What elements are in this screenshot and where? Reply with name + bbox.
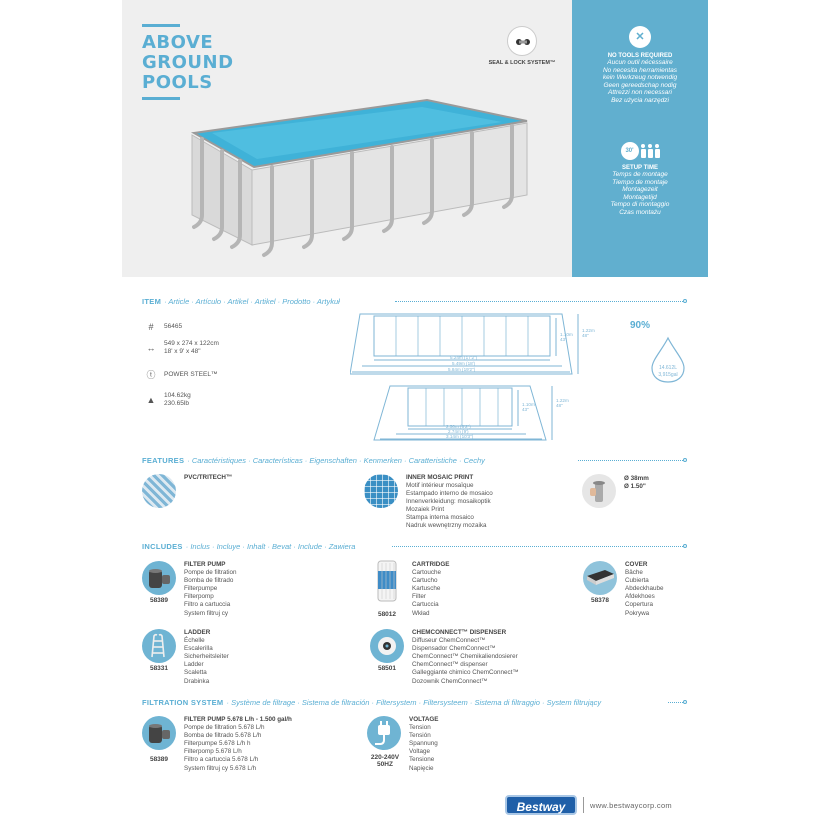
filtration-pump-code: 58389 (149, 756, 169, 763)
long-mid-label: 5.49m (18') (452, 361, 476, 366)
filtration-header-title: FILTRATION SYSTEM (142, 697, 224, 707)
seal-lock-badge (482, 26, 562, 66)
dispenser-line: Dozownik ChemConnect™ (412, 677, 488, 685)
title-rule-bottom (142, 97, 180, 100)
cover-title: COVER (625, 561, 648, 568)
includes-header-translations: · Inclus · Incluye · Inhalt · Bevat · Include · Zawiera (185, 541, 356, 551)
features-header-title: FEATURES (142, 455, 185, 465)
hose-diameter-metric: Ø 38mm (624, 475, 649, 482)
no-tools-line: Aucun outil nécessaire (607, 59, 673, 66)
filtration-pump-line: Filterpumpe 5.678 L/h h (184, 740, 251, 748)
item-size-row (144, 340, 219, 356)
item-size (164, 340, 219, 356)
feature-pvc (142, 474, 232, 508)
item-weight-row (144, 392, 191, 408)
ladder-line: Scaletta (184, 669, 207, 677)
setup-time-line: Czas montażu (619, 208, 661, 216)
hash-icon: # (148, 322, 154, 332)
voltage-line: Tensione (409, 756, 435, 764)
hose-connector-icon (582, 474, 616, 508)
filtration-pump-line: Pompe de filtration 5.678 L/h (184, 724, 265, 732)
dispenser-title: CHEMCONNECT™ DISPENSER (412, 629, 507, 636)
dispenser-line: ChemConnect™ dispenser (412, 661, 488, 669)
hero-image-area (122, 0, 572, 277)
person-icon (655, 144, 660, 158)
filtration-section-header (142, 697, 601, 707)
item-size-imperial: 18' x 9' x 48" (164, 348, 201, 355)
cartridge-line: Cartouche (412, 569, 442, 577)
mosaic-print-icon (364, 474, 398, 508)
filtration-pump-title: FILTER PUMP 5.678 L/h - 1.500 gal/h (184, 716, 292, 723)
feature-hose (582, 474, 649, 508)
filter-pump-line: Filterpumpe (184, 585, 218, 593)
item-code-row (144, 322, 182, 332)
filtration-header-translations: · Système de filtrage · Sistema de filtración · Filtersystem · Filtersysteem · Sistema di filtraggio · System filtrujący (226, 697, 602, 707)
mosaic-line: Mozaiek Print (406, 506, 445, 513)
cartridge-icon (370, 561, 404, 595)
features-header-rule (578, 460, 683, 461)
include-ladder (142, 629, 229, 685)
hero-banner (122, 0, 708, 277)
no-tools-line: No necesita herramientas (602, 66, 678, 74)
hero-title (142, 24, 234, 106)
dimension-drawing (350, 308, 610, 456)
cartridge-title: CARTRIDGE (412, 561, 450, 568)
filter-pump-line: Filtro a cartuccia (184, 601, 231, 609)
hero-feature-panel (572, 0, 708, 277)
person-icon (648, 144, 653, 158)
cartridge-line: Cartucho (412, 577, 438, 585)
item-weight (164, 392, 191, 408)
filtration-pump-line: Filterpomp 5.678 L/h (184, 748, 242, 756)
features-header-translations: · Caractéristiques · Características · Eigenschaften · Kenmerken · Caratteristiche · Cechy (187, 455, 485, 465)
ladder-title: LADDER (184, 629, 211, 636)
setup-time-icons (572, 142, 708, 160)
includes-header-title: INCLUDES (142, 541, 183, 551)
item-header-title: ITEM (142, 296, 162, 306)
include-cartridge (370, 561, 450, 618)
item-code: 56465 (164, 323, 183, 330)
title-line-2: GROUND (142, 52, 234, 73)
power-plug-icon (367, 716, 401, 750)
cover-line: Abdeckhaube (625, 585, 664, 593)
voltage-range: 220-240V (370, 754, 400, 761)
voltage-line: Napięcie (409, 764, 434, 772)
setup-time-line: Tiempo de montaje (612, 178, 668, 186)
item-weight-kg: 104.62kg (164, 392, 191, 399)
volume-gallons: 3,915gal (658, 372, 678, 378)
include-filter-pump (142, 561, 237, 617)
item-header-rule (395, 301, 683, 302)
include-cover (583, 561, 664, 617)
pvc-title: PVC/TRITECH™ (184, 474, 233, 481)
long-outer-label: 5.84m (19'2") (448, 367, 476, 372)
arrows-horizontal-icon: ↔ (146, 343, 156, 353)
voltage-line: Tension (409, 724, 431, 732)
long-inner-label: 5.24m (17'2") (450, 355, 478, 360)
ladder-line: Escalerilla (184, 645, 213, 653)
ladder-line: Ladder (184, 661, 204, 669)
short-height-inner-label: 1.10m 43" (522, 402, 535, 412)
includes-header-rule (392, 546, 683, 547)
filter-pump-line: Pompe de filtration (184, 569, 237, 577)
pvc-material-icon (142, 474, 176, 508)
trademark-circle-icon: ⓣ (146, 370, 156, 380)
short-mid-label: 2.74m (9') (448, 429, 469, 434)
mosaic-line: Innenverkleidung: mosaikoptik (406, 498, 491, 505)
volume-liters: 14.612L (658, 365, 678, 371)
title-line-1: ABOVE (142, 32, 214, 53)
footer-divider (583, 797, 584, 813)
no-tools-line: Attrezzi non necessari (608, 89, 672, 97)
cartridge-code: 58012 (377, 611, 397, 618)
features-section-header (142, 455, 485, 465)
dispenser-line: Galleggiante chimico ChemConnect™ (412, 669, 519, 677)
ladder-icon (142, 629, 176, 663)
item-section-header (142, 296, 340, 306)
setup-time-line: Tempo di montaggio (610, 201, 670, 209)
water-drop-icon (648, 336, 688, 384)
cover-line: Copertura (625, 601, 654, 609)
short-inner-label: 2.50m (8'2") (446, 424, 471, 429)
setup-time-title: SETUP TIME (622, 165, 658, 171)
filter-pump-line: Bomba de filtrado (184, 577, 234, 585)
dispenser-icon (370, 629, 404, 663)
filter-pump-code: 58389 (149, 597, 169, 604)
features-header-dot (683, 458, 687, 462)
short-outer-label: 3.14m (10'3") (446, 434, 474, 439)
filter-pump-spec-icon (142, 716, 176, 750)
mosaic-line: Stampa interna mosaico (406, 514, 474, 521)
dispenser-code: 58501 (377, 665, 397, 672)
filtration-voltage (365, 716, 439, 772)
no-tools-icon: ✕ (629, 26, 651, 48)
footer (505, 795, 672, 815)
dispenser-line: ChemConnect™ Chemikaliendosierer (412, 653, 518, 661)
feature-mosaic (364, 474, 493, 530)
bestway-logo: Bestway (505, 795, 577, 815)
filtration-header-dot (683, 700, 687, 704)
item-header-translations: · Article · Artículo · Artikel · Artikel · Prodotto · Artykuł (164, 296, 340, 306)
filtration-header-rule (668, 702, 683, 703)
voltage-title: VOLTAGE (409, 716, 439, 723)
filtration-pump-line: System filtruj cy 5.678 L/h (184, 764, 257, 772)
mosaic-line: Nadruk wewnętrzny mozaika (406, 522, 487, 529)
title-rule-top (142, 24, 180, 27)
filtration-pump (142, 716, 292, 772)
mosaic-title: INNER MOSAIC PRINT (406, 474, 474, 481)
item-frame-row (144, 368, 217, 381)
cover-line: Afdekhoes (625, 593, 655, 601)
title-line-3: POOLS (142, 72, 213, 93)
cartridge-line: Cartuccia (412, 601, 439, 609)
no-tools-line: Geen gereedschap nodig (603, 81, 677, 89)
ladder-line: Sicherheitsleiter (184, 653, 229, 661)
hose-diameter-imperial: Ø 1.50" (624, 483, 646, 490)
ladder-line: Échelle (184, 637, 205, 645)
cartridge-line: Filter (412, 593, 426, 601)
short-height-outer-label: 1.22m 48" (556, 398, 569, 408)
no-tools-line: Bez użycia narzędzi (611, 96, 669, 104)
weight-icon: ▲ (146, 395, 156, 405)
ladder-line: Drabinka (184, 677, 210, 685)
cartridge-line: Kartusche (412, 585, 441, 593)
filtration-pump-line: Bomba de filtrado 5.678 L/h (184, 732, 262, 740)
voltage-line: Tensión (409, 732, 431, 740)
includes-header-dot (683, 544, 687, 548)
long-height-outer-label: 1.22m 48" (582, 328, 595, 338)
item-size-metric: 549 x 274 x 122cm (164, 340, 219, 347)
cover-line: Cubierta (625, 577, 649, 585)
item-frame: POWER STEEL™ (164, 370, 218, 378)
dispenser-line: Dispensador ChemConnect™ (412, 645, 496, 653)
no-tools-line: kein Werkzeug notwendig (602, 74, 678, 82)
fill-percentage: 90% (630, 320, 651, 331)
cover-line: Pokrywa (625, 609, 650, 617)
voltage-line: Spannung (409, 740, 438, 748)
voltage-line: Voltage (409, 748, 431, 756)
cover-code: 58378 (590, 597, 610, 604)
filter-pump-icon (142, 561, 176, 595)
includes-section-header (142, 541, 355, 551)
person-icon (641, 144, 646, 158)
filter-pump-line: Filterpomp (184, 593, 214, 601)
filtration-pump-line: Filtro a cartuccia 5.678 L/h (184, 756, 259, 764)
no-tools-title: NO TOOLS REQUIRED (607, 53, 673, 59)
clock-icon: 30' (621, 142, 639, 160)
ladder-code: 58331 (149, 665, 169, 672)
cover-line: Bâche (625, 569, 643, 577)
pool-cover-icon (583, 561, 617, 595)
setup-time-feature (572, 142, 708, 217)
mosaic-line: Estampado interno de mosaico (406, 490, 493, 497)
seal-lock-label: SEAL & LOCK SYSTEM™ (488, 60, 556, 66)
long-height-inner-label: 1.10m 43" (560, 332, 573, 342)
setup-time-line: Montagetijd (623, 193, 657, 201)
item-weight-lb: 230.65lb (164, 400, 189, 407)
no-tools-feature (572, 26, 708, 105)
filter-pump-line: System filtruj cy (184, 609, 229, 617)
dispenser-line: Diffuseur ChemConnect™ (412, 637, 486, 645)
cartridge-line: Wkład (412, 609, 430, 617)
filter-pump-title: FILTER PUMP (184, 561, 226, 568)
footer-url[interactable]: www.bestwaycorp.com (590, 800, 672, 810)
pool-illustration (182, 95, 542, 265)
mosaic-line: Motif intérieur mosaïque (406, 482, 474, 489)
setup-time-line: Temps de montage (612, 171, 668, 178)
include-chemconnect-dispenser (370, 629, 519, 685)
seal-lock-icon (507, 26, 537, 56)
item-header-dot (683, 299, 687, 303)
voltage-value (365, 754, 405, 768)
voltage-frequency: 50HZ (377, 761, 393, 768)
setup-time-line: Montagezeit (622, 186, 658, 194)
